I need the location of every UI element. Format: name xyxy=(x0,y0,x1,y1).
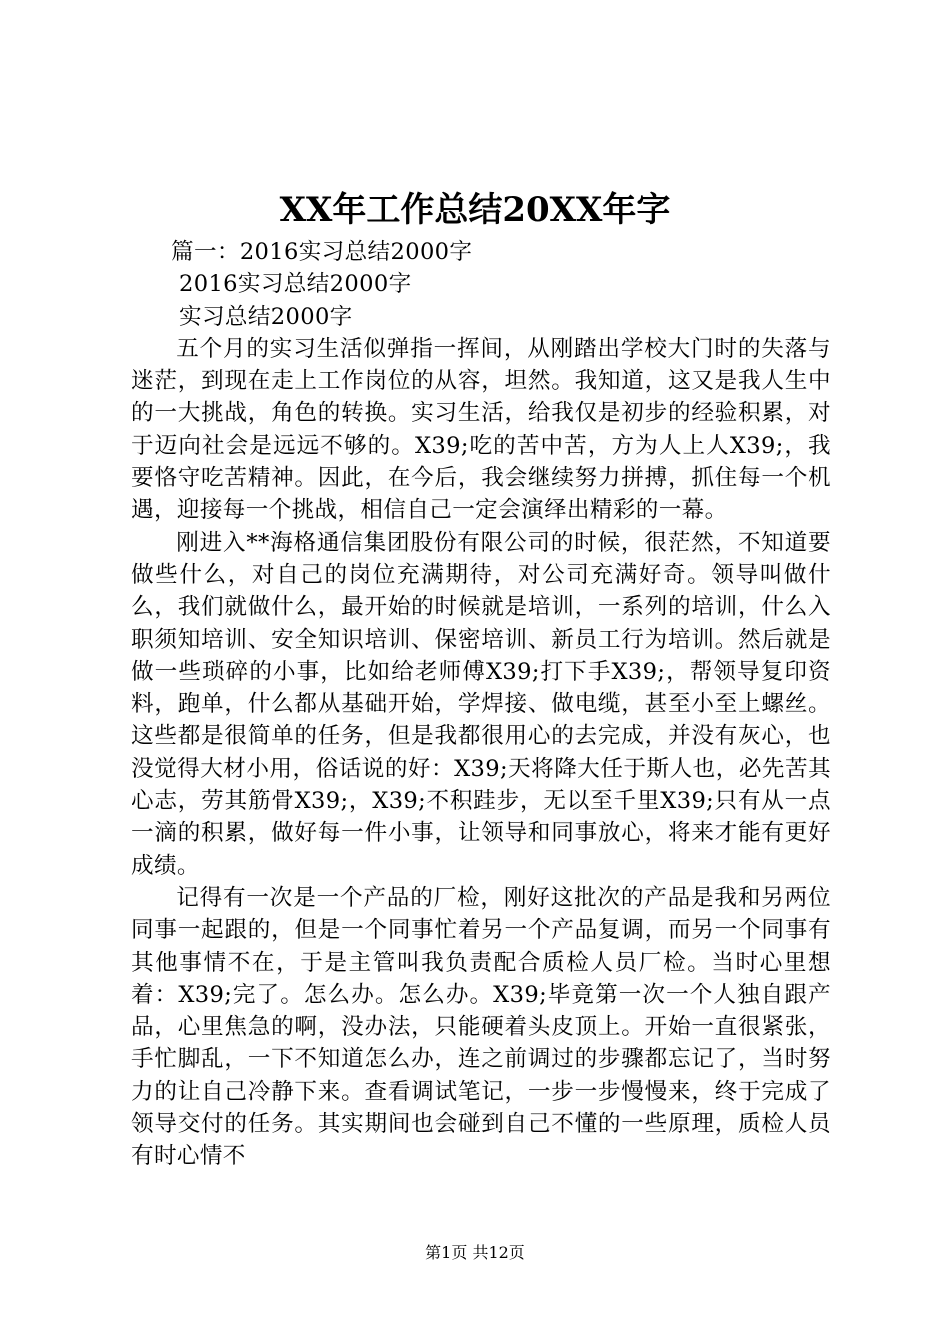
page-number: 第1页 共12页 xyxy=(425,1243,525,1262)
body-paragraph: 五个月的实习生活似弹指一挥间，从刚踏出学校大门时的失落与迷茫，到现在走上工作岗位的从容，坦然。我知道，这又是我人生中的一大挑战，角色的转换。实习生活，给我仅是初步的经验积累，对于迈向社会是远远不够的。X39;吃的苦中苦，方为人上人X39;，我要恪守吃苦精神。因此，在今后，我会继续努力拼搏，抓住每一个机遇，迎接每一个挑战，相信自己一定会演绎出精彩的一幕。 xyxy=(131,335,831,524)
sub-heading: 实习总结2000字 xyxy=(179,303,353,330)
section-heading: 篇一：2016实习总结2000字 xyxy=(171,239,473,265)
sub-heading: 2016实习总结2000字 xyxy=(179,271,412,298)
document-body xyxy=(131,236,831,1173)
document-title: XX年工作总结20XX年字 xyxy=(279,190,671,230)
body-paragraph: 记得有一次是一个产品的厂检，刚好这批次的产品是我和另两位同事一起跟的，但是一个同事忙着另一个产品复调，而另一个同事有其他事情不在，于是主管叫我负责配合质检人员厂检。当时心里想着：X39;完了。怎么办。怎么办。X39;毕竟第一次一个人独自跟产品，心里焦急的啊，没办法，只能硬着头皮顶上。开始一直很紧张，手忙脚乱，一下不知道怎么办，连之前调过的步骤都忘记了，当时努力的让自己冷静下来。查看调试笔记，一步一步慢慢来，终于完成了领导交付的任务。其实期间也会碰到自己不懂的一些原理，质检人员有时心情不 xyxy=(131,884,831,1170)
body-paragraph: 刚进入**海格通信集团股份有限公司的时候，很茫然，不知道要做些什么，对自己的岗位充满期待，对公司充满好奇。领导叫做什么，我们就做什么，最开始的时候就是培训，一系列的培训，什么入职须知培训、安全知识培训、保密培训、新员工行为培训。然后就是做一些琐碎的小事，比如给老师傅X39;打下手X39;，帮领导复印资料，跑单，什么都从基础开始，学焊接、做电缆，甚至小至上螺丝。这些都是很简单的任务，但是我都很用心的去完成，并没有灰心，也没觉得大材小用，俗话说的好：X39;天将降大任于斯人也，必先苦其心志，劳其筋骨X39;，X39;不积跬步，无以至千里X39;只有从一点一滴的积累，做好每一件小事，让领导和同事放心，将来才能有更好成绩。 xyxy=(131,529,831,879)
